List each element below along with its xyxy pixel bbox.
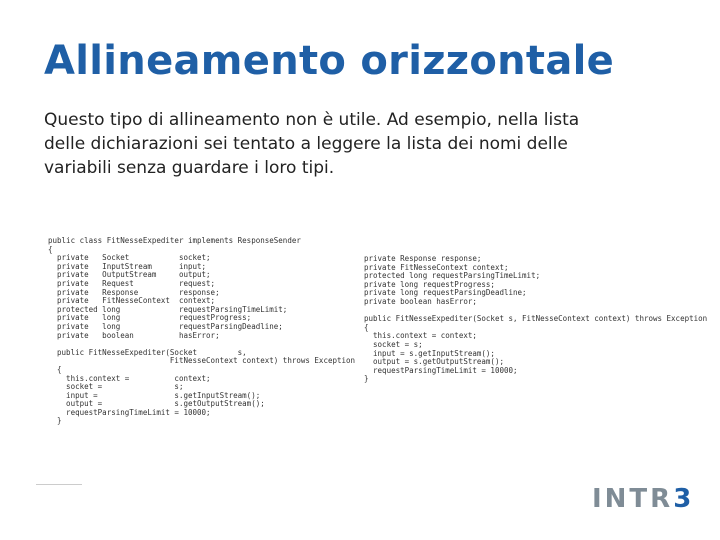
intr3-logo [592,484,694,514]
slide-title: Allineamento orizzontale [44,38,615,84]
code-sample-aligned: public class FitNesseExpediter implements ResponseSender { private Socket socket; private InputStream input; private OutputStream output; private Request request; private Response response; private FitNesseContext context; protected long requestParsingTimeLimit; private long requestProgress; private long requestParsingDeadline; private boolean hasError; public FitNesseExpediter(Socket s, FitNesseContext context) throws Exception { this.context = context; socket = s; input = s.getInputStream(); output = s.getOutputStream(); requestParsingTimeLimit = 10000; } [48,236,356,426]
code-sample-unaligned: private Response response; private FitNesseContext context; protected long requestParsingTimeLimit; private long requestProgress; private long requestParsingDeadline; private boolean hasError; public FitNesseExpediter(Socket s, FitNesseContext context) throws Exception { this.context = context; socket = s; input = s.getInputStream(); output = s.getOutputStream(); requestParsingTimeLimit = 10000; } [364,254,708,384]
logo-text-part: INTR [592,484,674,514]
body-line: Questo tipo di allineamento non è utile. Ad esempio, nella lista [44,110,580,130]
footer-divider [36,484,82,485]
body-line: delle dichiarazioni sei tentato a leggere la lista dei nomi delle [44,134,568,154]
logo-text-part: 3 [673,484,695,514]
slide-body-text [44,108,644,180]
body-line: variabili senza guardare i loro tipi. [44,158,335,178]
